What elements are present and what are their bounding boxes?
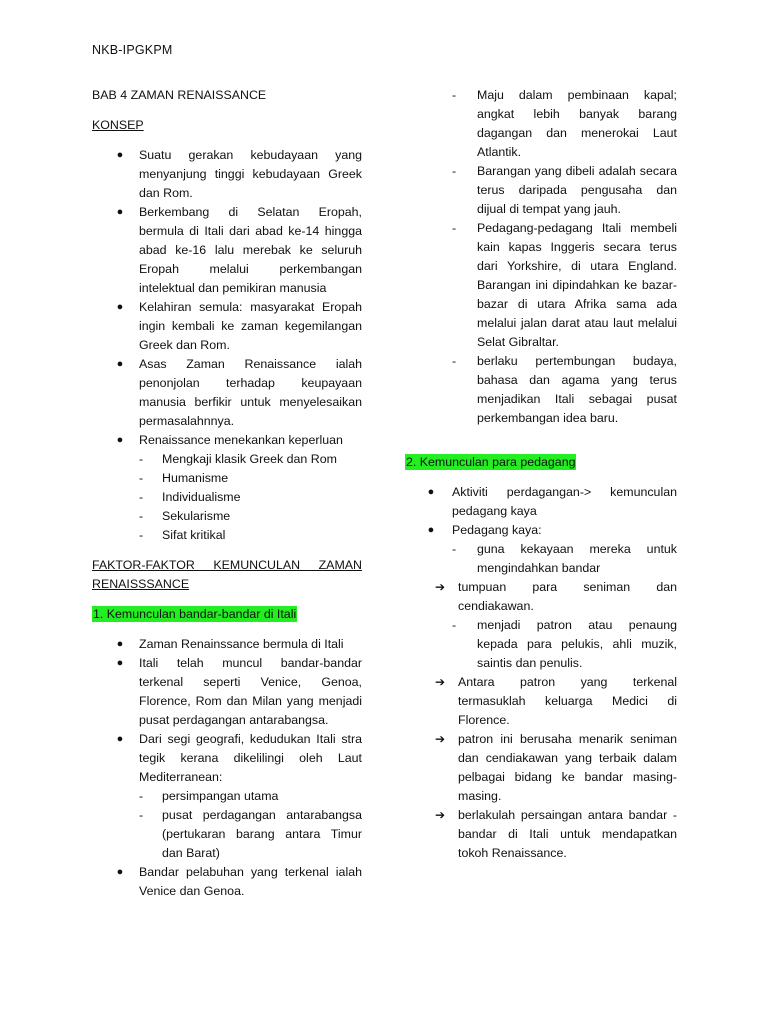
arrow-right-icon: ➔ — [435, 675, 446, 689]
left-column — [92, 86, 362, 901]
sub-item: - Maju dalam pembinaan kapal; angkat lebih banyak barang dagangan dan menerokai Laut Atlantik. — [452, 88, 677, 159]
konsep-heading: KONSEP — [92, 118, 144, 132]
list-item: ● Renaissance menekankan keperluan — [92, 431, 362, 450]
bullet-icon: ● — [116, 206, 124, 218]
bullet-icon: ● — [427, 524, 435, 536]
list-item: ● Pedagang kaya: — [405, 521, 677, 540]
arrow-item: ➔ patron ini berusaha menarik seniman dan cendiakawan yang terbaik dalam pelbagai bidang ke bandar masing-masing. — [435, 732, 677, 803]
chapter-title: BAB 4 ZAMAN RENAISSANCE — [92, 88, 267, 102]
section1-last — [92, 863, 362, 901]
sub-item: - Sekularisme — [139, 509, 231, 523]
list-item: ● Asas Zaman Renaissance ialah penonjolan terhadap keupayaan manusia berfikir untuk menyelesaikan permasalahnnya. — [116, 357, 362, 428]
sub-item: - Pedagang-pedagang Itali membeli kain kapas Inggeris secara terus dari Yorkshire, di utara England. Barangan ini dipindahkan ke bazar-bazar di utara Afrika sama ada melalui jalan darat atau laut melalui Selat Gibraltar. — [452, 221, 677, 349]
sub-item: - Sifat kritikal — [139, 528, 226, 542]
faktor-heading: FAKTOR-FAKTOR KEMUNCULAN ZAMAN RENAISSSANCE — [92, 558, 362, 591]
bullet-icon: ● — [116, 638, 124, 650]
list-item: ● Berkembang di Selatan Eropah, bermula di Itali dari abad ke-14 hingga abad ke-16 lalu merebak ke seluruh Eropah melalui perkembangan intelektual dan pemikiran manusia — [116, 205, 362, 295]
sub-item: - guna kekayaan mereka untuk mengindahkan bandar — [452, 542, 677, 575]
bullet-icon: ● — [116, 657, 124, 669]
sub-item: - persimpangan utama — [139, 789, 279, 803]
page-header: NKB-IPGKPM — [92, 43, 173, 57]
sub-item: - Humanisme — [139, 471, 229, 485]
bullet-icon: ● — [116, 866, 124, 878]
keperluan-sublist — [92, 450, 362, 545]
arrow-list — [405, 673, 677, 863]
bullet-icon: ● — [116, 358, 124, 370]
konsep-list — [92, 146, 362, 450]
section1-sublist — [92, 787, 362, 863]
list-item: ● Zaman Renainssance bermula di Itali — [92, 635, 362, 654]
sub-item: - berlaku pertembungan budaya, bahasa dan agama yang terus menjadikan Itali sebagai pusat perkembangan idea baru. — [452, 354, 677, 425]
arrow1-list — [405, 578, 677, 616]
bullet-icon: ● — [116, 149, 124, 161]
sub-item: - Mengkaji klasik Greek dan Rom — [139, 452, 337, 466]
arrow-item: ➔ berlakulah persaingan antara bandar - bandar di Itali untuk mendapatkan tokoh Renaissance. — [435, 808, 677, 860]
bullet-icon: ● — [116, 434, 124, 446]
bullet-icon: ● — [427, 486, 435, 498]
arrow-right-icon: ➔ — [435, 732, 446, 746]
section2-heading: 2. Kemunculan para pedagang — [406, 455, 576, 469]
list-item: ● Aktiviti perdagangan-> kemunculan pedagang kaya — [427, 485, 677, 518]
list-item: ● Dari segi geografi, kedudukan Itali stra tegik kerana dikelilingi oleh Laut Mediterranean: — [116, 732, 362, 784]
top-dash-list — [405, 86, 677, 428]
sub-item: - menjadi patron atau penaung kepada para pelukis, ahli muzik, saintis dan penulis. — [452, 618, 677, 670]
section1-heading: 1. Kemunculan bandar-bandar di Itali — [93, 607, 297, 621]
list-item: ● Kelahiran semula: masyarakat Eropah ingin kembali ke zaman kegemilangan Greek dan Rom. — [116, 300, 362, 352]
section2-sub2 — [405, 616, 677, 673]
bullet-icon: ● — [116, 301, 124, 313]
arrow-item: ➔ Antara patron yang terkenal termasuklah keluarga Medici di Florence. — [435, 675, 677, 727]
arrow-item: ➔ tumpuan para seniman dan cendiakawan. — [435, 580, 677, 613]
list-item: ● Suatu gerakan kebudayaan yang menyanjung tinggi kebudayaan Greek dan Rom. — [116, 148, 362, 200]
list-item: ● Bandar pelabuhan yang terkenal ialah Venice dan Genoa. — [116, 865, 362, 898]
list-item: ● Itali telah muncul bandar-bandar terkenal seperti Venice, Genoa, Florence, Rom dan Milan yang menjadi pusat perdagangan antarabangsa. — [116, 656, 362, 727]
bullet-icon: ● — [116, 733, 124, 745]
arrow-right-icon: ➔ — [435, 808, 446, 822]
sub-item: - Individualisme — [139, 490, 241, 504]
sub-item: - Barangan yang dibeli adalah secara terus daripada pengusaha dan dijual di tempat yang jauh. — [452, 164, 677, 216]
section1-list — [92, 635, 362, 787]
section2-sub1 — [405, 540, 677, 578]
section2-list — [405, 483, 677, 540]
arrow-right-icon: ➔ — [435, 580, 446, 594]
right-column — [405, 86, 677, 863]
sub-item: - pusat perdagangan antarabangsa (pertukaran barang antara Timur dan Barat) — [139, 808, 362, 860]
